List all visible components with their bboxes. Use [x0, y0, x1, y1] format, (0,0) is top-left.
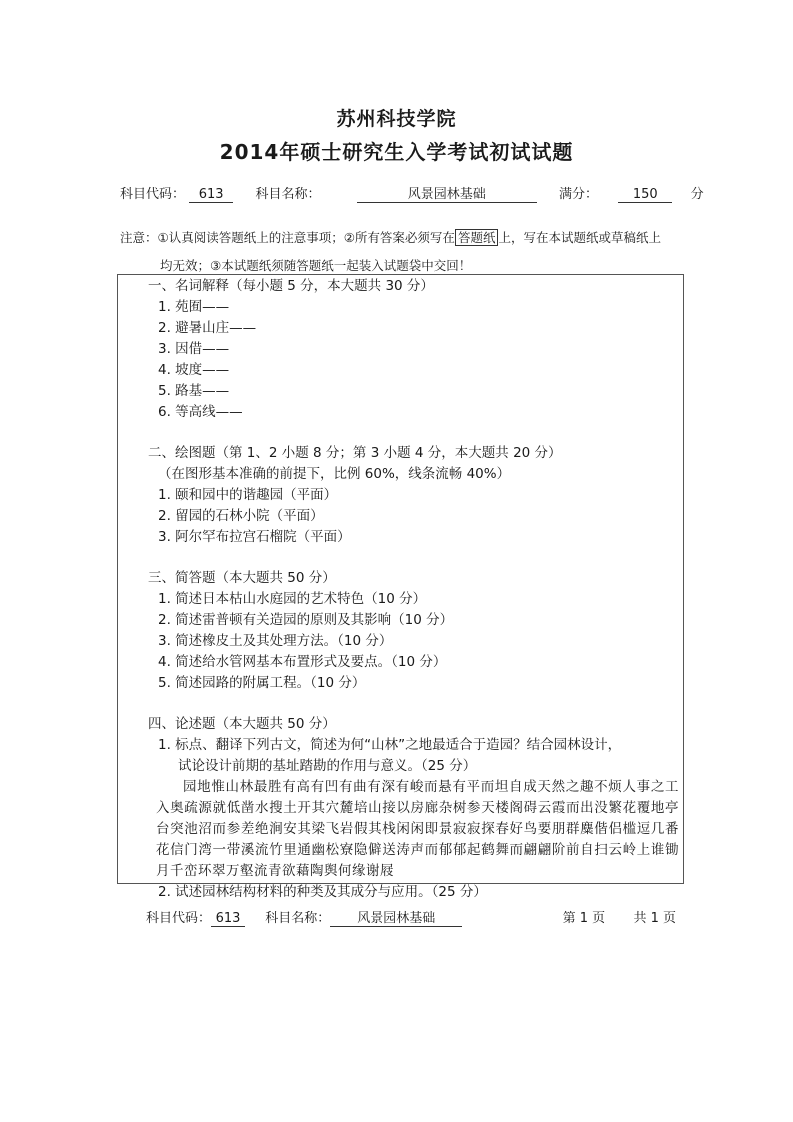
notice-line2: 均无效；③本试题纸须随答题纸一起装入试题袋中交回！: [160, 258, 472, 273]
code-label: 科目代码：: [120, 187, 186, 202]
subject-info-line: [120, 183, 704, 203]
answer-sheet-box: 答题纸: [455, 229, 499, 246]
section-heading: 三、简答题（本大题共 50 分）: [148, 570, 336, 586]
code-value: 613: [189, 187, 233, 203]
question-item: 1. 苑囿——: [158, 299, 230, 315]
question-item: 5. 简述园路的附属工程。（10 分）: [158, 675, 366, 691]
score-label: 满分：: [559, 187, 599, 202]
name-value: 风景园林基础: [357, 183, 537, 203]
question-item-continued: 试论设计前期的基址踏勘的作用与意义。（25 分）: [178, 758, 477, 774]
school-name: 苏州科技学院: [336, 108, 457, 130]
footer-page-number: 第 1 页: [562, 911, 606, 926]
question-item: 1. 标点、翻译下列古文，简述为何“山林”之地最适合于造园？结合园林设计，: [158, 737, 622, 753]
section-heading: 二、绘图题（第 1、2 小题 8 分；第 3 小题 4 分，本大题共 20 分）: [148, 445, 562, 461]
section-heading: 一、名词解释（每小题 5 分，本大题共 30 分）: [148, 278, 434, 294]
question-item: 2. 留园的石林小院（平面）: [158, 508, 324, 524]
notice-block: [120, 224, 695, 280]
score-unit: 分: [690, 187, 704, 202]
question-item: 2. 试述园林结构材料的种类及其成分与应用。（25 分）: [158, 884, 487, 900]
questions-content: [148, 276, 683, 903]
question-item: 1. 简述日本枯山水庭园的艺术特色（10 分）: [158, 591, 427, 607]
section-4: [148, 714, 683, 903]
name-label: 科目名称：: [255, 187, 321, 202]
question-item: 3. 因借——: [158, 341, 230, 357]
section-note: （在图形基本准确的前提下，比例 60%，线条流畅 40%）: [158, 466, 511, 482]
question-item: 2. 避暑山庄——: [158, 320, 257, 336]
notice-line1-b: 上，写在本试题纸或草稿纸上: [498, 230, 661, 245]
question-item: 3. 阿尔罕布拉宫石榴院（平面）: [158, 529, 351, 545]
footer-name-label: 科目名称：: [265, 911, 331, 926]
page-footer: [146, 907, 676, 927]
question-item: 4. 简述给水管网基本布置形式及要点。（10 分）: [158, 654, 447, 670]
question-item: 6. 等高线——: [158, 404, 243, 420]
footer-page-total: 共 1 页: [633, 911, 676, 926]
question-item: 5. 路基——: [158, 383, 230, 399]
question-item: 3. 简述橡皮土及其处理方法。（10 分）: [158, 633, 393, 649]
footer-code-value: 613: [211, 911, 245, 927]
classical-text-passage: 园地惟山林最胜有高有凹有曲有深有峻而悬有平而坦自成天然之趣不烦人事之工入奥疏源就低凿水搜土开其穴麓培山接以房廊杂树参天楼阁碍云霞而出没繁花覆地亭台突池沼而参差绝涧安其梁飞岩假其栈闲闲即景寂寂探春好鸟要朋群麋偕侣槛逗几番花信门湾一带溪流竹里通幽松寮隐僻送涛声而郁郁起鹤舞而翩翩阶前自扫云岭上谁锄月千峦环翠万壑流青欲藉陶舆何缘谢屐: [156, 779, 679, 879]
question-item: 2. 简述雷普顿有关造园的原则及其影响（10 分）: [158, 612, 454, 628]
score-value: 150: [618, 187, 672, 203]
footer-code-label: 科目代码：: [146, 911, 212, 926]
section-1: [148, 276, 683, 423]
notice-label: 注意：: [120, 230, 158, 245]
footer-name-value: 风景园林基础: [330, 907, 462, 927]
notice-line1-a: ①认真阅读答题纸上的注意事项；②所有答案必须写在: [157, 230, 455, 245]
question-item: 4. 坡度——: [158, 362, 230, 378]
section-heading: 四、论述题（本大题共 50 分）: [148, 716, 336, 732]
section-2: [148, 443, 683, 548]
section-3: [148, 568, 683, 694]
question-item: 1. 颐和园中的谐趣园（平面）: [158, 487, 338, 503]
exam-title: 2014年硕士研究生入学考试初试试题: [219, 140, 574, 164]
